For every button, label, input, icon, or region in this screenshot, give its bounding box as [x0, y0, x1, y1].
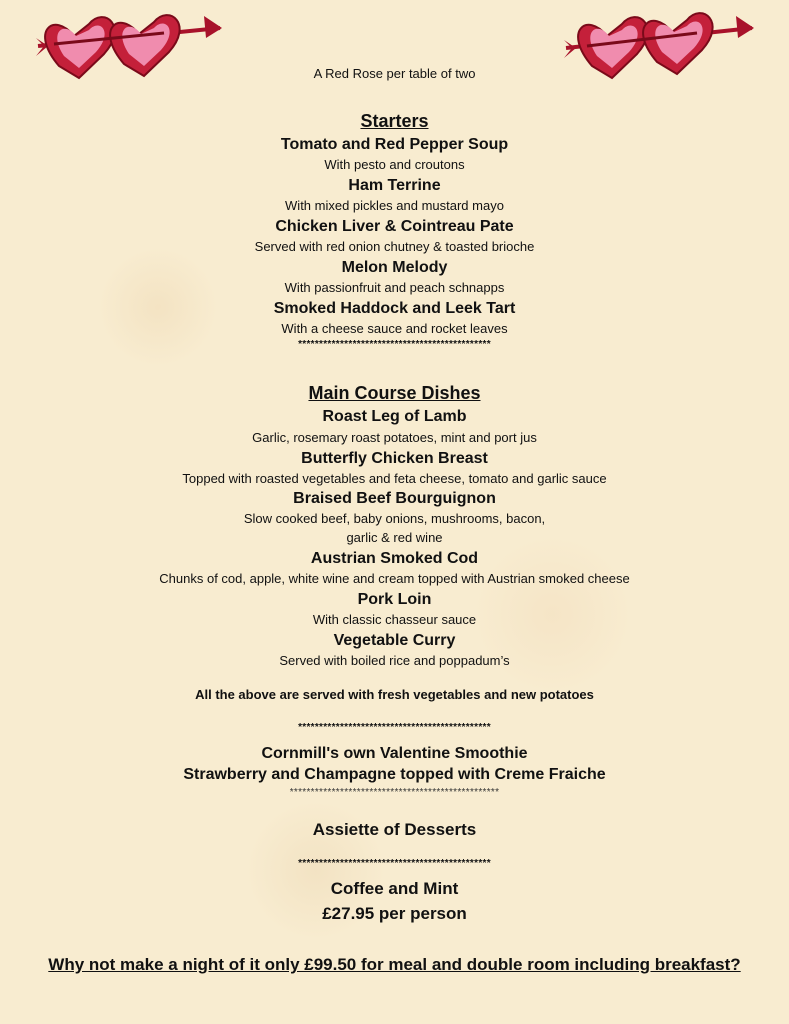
mains-note: All the above are served with fresh vegetables and new potatoes	[195, 687, 594, 702]
dish-name: Pork Loin	[357, 591, 432, 608]
dish-name: Butterfly Chicken Breast	[301, 450, 488, 467]
intro-text: A Red Rose per table of two	[313, 66, 476, 81]
dish-description: With classic chasseur sauce	[312, 612, 477, 627]
separator: **********************************************	[298, 858, 491, 869]
dessert-title: Assiette of Desserts	[312, 820, 477, 839]
dish-description: Slow cooked beef, baby onions, mushrooms, bacon,	[243, 511, 546, 526]
accommodation-offer: Why not make a night of it only £99.50 for meal and double room including breakfast?	[48, 955, 741, 974]
dish-name: Tomato and Red Pepper Soup	[280, 136, 509, 153]
dish-description: Garlic, rosemary roast potatoes, mint and port jus	[252, 430, 537, 445]
coffee-title: Coffee and Mint	[330, 879, 459, 898]
separator: **************************************************	[289, 787, 500, 798]
dish-description: With mixed pickles and mustard mayo	[285, 198, 504, 213]
dish-name: Melon Melody	[341, 259, 448, 276]
smoothie-description: Strawberry and Champagne topped with Creme Fraiche	[183, 766, 606, 783]
dish-name: Austrian Smoked Cod	[310, 550, 479, 567]
dish-description: Served with boiled rice and poppadum’s	[279, 653, 510, 668]
dish-description: With a cheese sauce and rocket leaves	[281, 321, 508, 336]
dish-name: Roast Leg of Lamb	[322, 408, 467, 425]
price-text: £27.95 per person	[322, 904, 467, 923]
dish-name: Chicken Liver & Cointreau Pate	[275, 218, 514, 235]
dish-description: With pesto and croutons	[324, 157, 465, 172]
dish-description: With passionfruit and peach schnapps	[284, 280, 505, 295]
mains-heading: Main Course Dishes	[308, 383, 481, 403]
dish-description: Served with red onion chutney & toasted brioche	[254, 239, 535, 254]
dish-name: Braised Beef Bourguignon	[293, 490, 496, 507]
dish-name: Vegetable Curry	[333, 632, 456, 649]
starters-heading: Starters	[360, 111, 429, 131]
dish-description: Chunks of cod, apple, white wine and cream topped with Austrian smoked cheese	[159, 571, 630, 586]
smoothie-title: Cornmill's own Valentine Smoothie	[261, 745, 528, 762]
dish-description: garlic & red wine	[346, 530, 443, 545]
dish-description: Topped with roasted vegetables and feta cheese, tomato and garlic sauce	[182, 471, 607, 486]
separator: **********************************************	[298, 339, 491, 350]
separator: **********************************************	[298, 722, 491, 733]
dish-name: Smoked Haddock and Leek Tart	[273, 300, 516, 317]
dish-name: Ham Terrine	[348, 177, 441, 194]
